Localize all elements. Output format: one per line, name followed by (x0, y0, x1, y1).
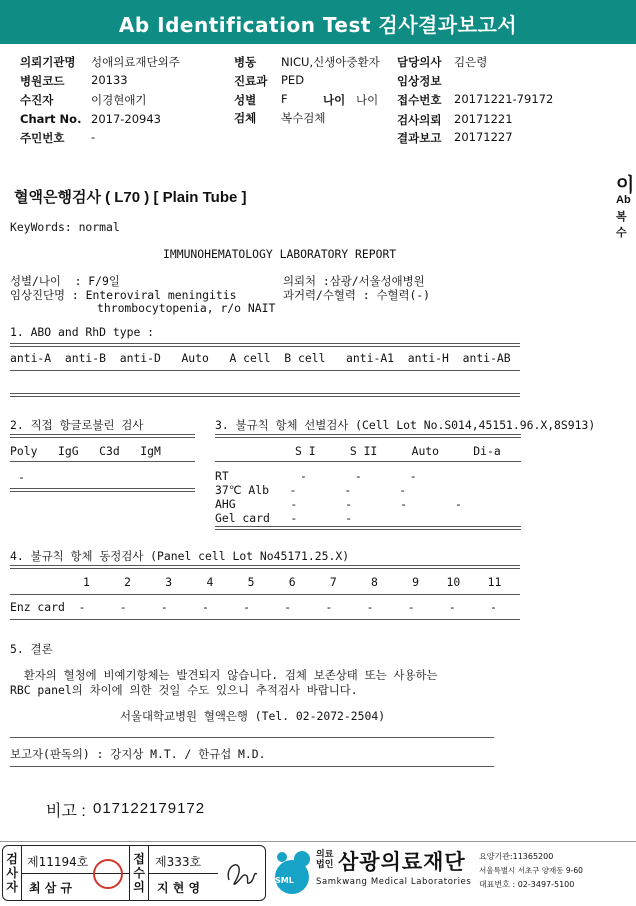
section-1-title: 1. ABO and RhD type : (10, 325, 155, 339)
section-5-title: 5. 결론 (10, 642, 53, 656)
receiver-signature-icon (221, 854, 261, 892)
title-banner (0, 0, 636, 44)
section-3-row-gel: Gel card - - (215, 511, 353, 525)
diagnosis: 임상진단명 : Enteroviral meningitis (10, 288, 237, 302)
info-value-request-date: 20171221 (454, 112, 513, 126)
edge-fragment-1: 이 (616, 175, 635, 196)
divider (129, 846, 130, 900)
receiver-name: 지 현 영 (157, 881, 201, 895)
info-label-receipt-no: 접수번호 (397, 93, 442, 107)
hospital-contact: 서울대학교병원 혈액은행 (Tel. 02-2072-2504) (120, 709, 386, 723)
divider (215, 434, 521, 438)
org-code: 요양기관:11365200 (479, 852, 554, 861)
org-phone: 대표번호 : 02-3497-5100 (479, 880, 575, 889)
section-4-row: Enz card - - - - - - - - - - - (10, 600, 497, 614)
info-value-department: PED (281, 73, 305, 87)
section-3-row-rt: RT (215, 469, 229, 483)
info-label-report-date: 결과보고 (397, 131, 442, 145)
divider (10, 565, 520, 569)
edge-fragment-3: 복수 (616, 211, 627, 239)
report-title: Ab Identification Test 검사결과보고서 (118, 13, 518, 37)
info-value-ward: NICU,신생아중환자 (281, 55, 380, 69)
info-label-age: 나이 (323, 93, 346, 107)
info-value-institution: 성애의료재단외주 (91, 55, 180, 69)
report-heading: IMMUNOHEMATOLOGY LABORATORY REPORT (163, 247, 397, 261)
sml-logo-icon (268, 847, 314, 897)
org-name: 삼광의료재단 (338, 850, 466, 874)
org-address: 서울특별시 서초구 양재동 9-60 (479, 866, 583, 875)
section-4-header: 1 2 3 4 5 6 7 8 9 10 11 (83, 575, 502, 589)
legal-label: 의료 법인 (316, 850, 334, 870)
footer (0, 843, 636, 901)
section-2-title: 2. 직접 항글로불린 검사 (10, 418, 144, 432)
conclusion-line-2: RBC panel의 차이에 의한 것일 수도 있으니 추적검사 바랍니다. (10, 683, 358, 697)
section-3-row-ahg: AHG - - - - (215, 497, 462, 511)
receiver-label: 접수의 (133, 852, 145, 894)
info-value-patient: 이경현애기 (91, 93, 147, 107)
info-label-chart: Chart No. (20, 112, 82, 126)
section-3-row-rt-values: - - - (300, 469, 417, 483)
signature-box (2, 845, 266, 901)
info-label-clinical-info: 임상정보 (397, 74, 442, 88)
conclusion-line-1: 환자의 혈청에 비예기항체는 발견되지 않습니다. 검체 보존상태 또는 사용하는 (10, 668, 438, 682)
info-label-institution: 의뢰기관명 (20, 55, 76, 69)
examiner-label: 검사자 (6, 852, 18, 894)
examiner-stamp (93, 859, 123, 889)
footer-divider (0, 841, 636, 842)
info-label-resident-no: 주민번호 (20, 131, 65, 145)
section-4-title: 4. 불규칙 항체 동정검사 (Panel cell Lot No45171.25.X) (10, 549, 350, 563)
info-value-receipt-no: 20171221-79172 (454, 92, 554, 106)
info-value-age: 나이 (356, 93, 379, 107)
divider (215, 461, 521, 462)
section-3-title: 3. 불규칙 항체 선별검사 (Cell Lot No.S014,45151.96.X,8S913) (215, 418, 596, 432)
divider (10, 488, 195, 492)
examiner-license: 제11194호 (27, 855, 89, 869)
transfusion-history: 과거력/수혈력 : 수혈력(-) (283, 288, 431, 302)
divider (10, 737, 494, 738)
divider (10, 461, 195, 462)
divider (10, 370, 520, 371)
divider (10, 393, 520, 397)
divider (10, 343, 520, 347)
info-value-specimen: 복수검체 (281, 111, 326, 125)
section-1-header: anti-A anti-B anti-D Auto A cell B cell anti-A1 anti-H anti-AB (10, 351, 511, 365)
divider (10, 434, 195, 438)
info-value-doctor: 김은령 (454, 55, 488, 69)
remark-value: 017122179172 (93, 800, 206, 817)
info-label-ward: 병동 (234, 55, 257, 69)
section-3-row-alb: 37℃ Alb - - - (215, 483, 407, 497)
divider (10, 766, 494, 767)
info-label-hospital-code: 병원코드 (20, 74, 65, 88)
section-2-value: - (18, 470, 25, 484)
info-label-request-date: 검사의뢰 (397, 113, 442, 127)
section-2-header: Poly IgG C3d IgM (10, 444, 161, 458)
section-title: 혈액은행검사 ( L70 ) [ Plain Tube ] (14, 189, 247, 206)
logo-badge: SML (275, 876, 294, 885)
info-label-doctor: 담당의사 (397, 55, 442, 69)
sex-age: 성별/나이 : F/9일 (10, 274, 120, 288)
info-value-report-date: 20171227 (454, 130, 513, 144)
requester: 의뢰처 :삼광/서울성애병원 (283, 274, 425, 288)
divider (148, 873, 218, 874)
edge-fragment-2: Ab (616, 194, 631, 206)
divider (10, 619, 520, 620)
keywords: KeyWords: normal (10, 220, 120, 234)
diagnosis-continued: thrombocytopenia, r/o NAIT (97, 301, 276, 315)
receiver-license: 제333호 (155, 855, 202, 869)
info-value-resident-no: - (91, 130, 96, 144)
info-label-department: 진료과 (234, 74, 268, 88)
info-label-specimen: 검체 (234, 111, 257, 125)
info-label-patient: 수진자 (20, 93, 54, 107)
examiner-name: 최 삼 규 (29, 881, 73, 895)
reporter: 보고자(판독의) : 강지상 M.T. / 한규섭 M.D. (10, 747, 266, 761)
info-value-hospital-code: 20133 (91, 73, 128, 87)
org-name-en: Samkwang Medical Laboratories (316, 877, 472, 887)
info-value-chart: 2017-20943 (91, 112, 161, 126)
info-label-sex: 성별 (234, 93, 257, 107)
divider (10, 594, 520, 595)
remark-label: 비고 : (46, 803, 86, 820)
info-value-sex: F (281, 92, 288, 106)
section-3-header: S I S II Auto Di-a (295, 444, 501, 458)
divider (215, 526, 521, 530)
